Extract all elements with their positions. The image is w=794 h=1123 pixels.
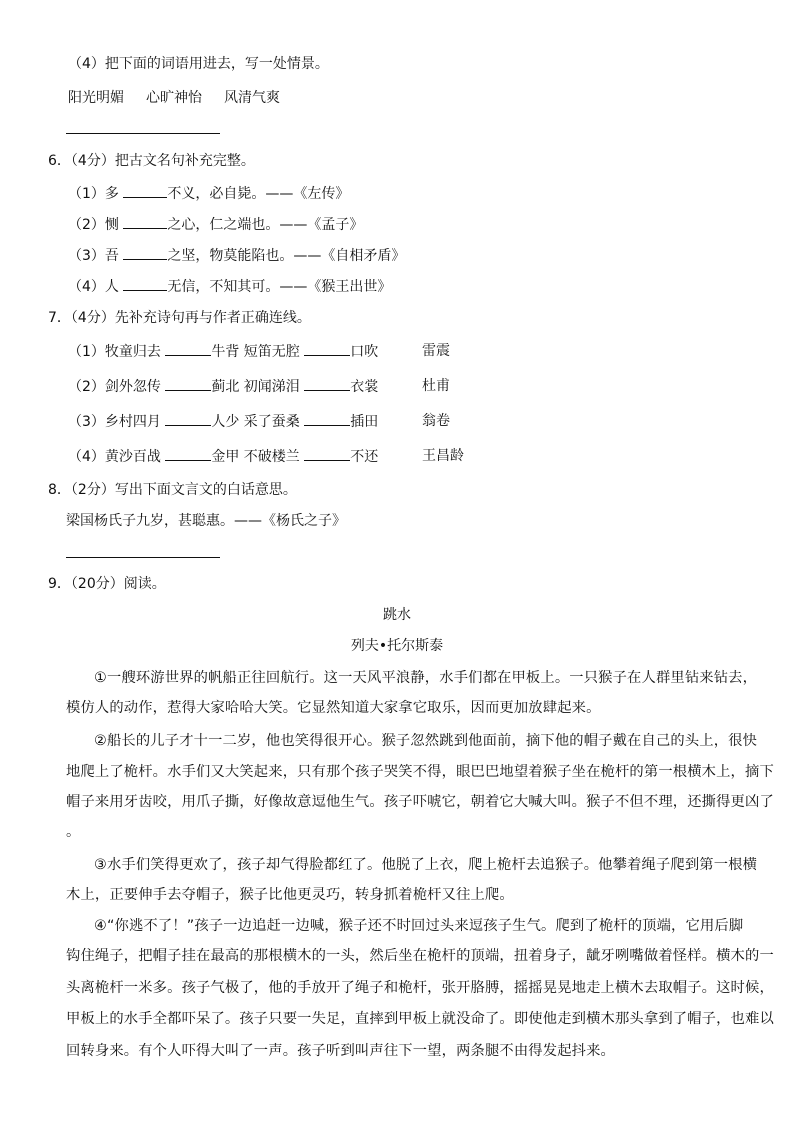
q5-4-word-2: 心旷神怡 bbox=[146, 90, 202, 106]
q7-item-1-mid: 牛背 短笛无腔 bbox=[211, 344, 305, 360]
q6-item-4-post: 无信，不知其可。——《猴王出世》 bbox=[167, 279, 392, 295]
q7-item-1-blank-1[interactable] bbox=[165, 341, 211, 356]
q9-header: 9．（20分）阅读。 bbox=[48, 576, 166, 592]
q6-item-3-pre: （3）吾 bbox=[68, 248, 124, 264]
q6-item-4-blank[interactable] bbox=[123, 276, 167, 291]
q7-item-1-post: 口吹 bbox=[350, 344, 379, 360]
q8-header: 8．（2分）写出下面文言文的白话意思。 bbox=[48, 482, 297, 498]
q6-item-1 bbox=[68, 183, 349, 204]
para-1-line-2: 模仿人的动作，惹得大家哈哈大笑。它显然知道大家拿它取乐，因而更加放肆起来。 bbox=[66, 700, 601, 716]
para-2-line-4: 。 bbox=[66, 824, 81, 840]
para-4-line-1: ④“你逃不了！”孩子一边追赶一边喊，猴子还不时回过头来逗孩子生气。爬到了桅杆的顶端，它用后脚 bbox=[94, 918, 744, 934]
q7-item-1-pre: （1）牧童归去 bbox=[68, 344, 166, 360]
para-4-line-3: 头离桅杆一米多。孩子气极了，他的手放开了绳子和桅杆，张开胳膊，摇摇晃晃地走上横木去取帽子。这时候， bbox=[66, 980, 774, 996]
para-4-line-5: 回转身来。有个人吓得大叫了一声。孩子听到叫声往下一望，两条腿不由得发起抖来。 bbox=[66, 1043, 615, 1059]
para-3-line-1: ③水手们笑得更欢了，孩子却气得脸都红了。他脱了上衣，爬上桅杆去追猴子。他攀着绳子爬到第一根横 bbox=[94, 857, 758, 873]
q5-4-word-3: 风清气爽 bbox=[224, 90, 280, 106]
q6-item-1-pre: （1）多 bbox=[68, 186, 124, 202]
para-3-line-2: 木上，正要伸手去夺帽子，猴子比他更灵巧，转身抓着桅杆又往上爬。 bbox=[66, 887, 514, 903]
q7-item-4-mid: 金甲 不破楼兰 bbox=[211, 449, 305, 465]
q7-item-2 bbox=[68, 376, 378, 397]
q6-item-4 bbox=[68, 276, 391, 297]
q7-item-4-post: 不还 bbox=[350, 449, 379, 465]
q7-item-2-mid: 蓟北 初闻涕泪 bbox=[211, 379, 305, 395]
q7-item-1-blank-2[interactable] bbox=[304, 341, 350, 356]
q6-header: 6．（4分）把古文名句补充完整。 bbox=[48, 153, 255, 169]
q7-item-1 bbox=[68, 341, 378, 362]
q7-item-2-post: 衣裳 bbox=[350, 379, 379, 395]
q7-item-3-post: 插田 bbox=[350, 414, 379, 430]
q8-answer-line[interactable] bbox=[66, 557, 220, 558]
q6-item-2-pre: （2）恻 bbox=[68, 217, 124, 233]
para-1-line-1: ①一艘环游世界的帆船正往回航行。这一天风平浪静，水手们都在甲板上。一只猴子在人群里钻来钻去， bbox=[94, 670, 758, 686]
q7-item-4 bbox=[68, 446, 378, 467]
para-4-line-4: 甲板上的水手全都吓呆了。孩子只要一失足，直摔到甲板上就没命了。即使他走到横木那头拿到了帽子，也难以 bbox=[66, 1011, 774, 1027]
q6-item-1-blank[interactable] bbox=[123, 183, 167, 198]
q6-item-2 bbox=[68, 214, 363, 235]
q7-item-4-blank-2[interactable] bbox=[304, 446, 350, 461]
passage-title: 跳水 bbox=[383, 607, 411, 623]
q7-item-4-pre: （4）黄沙百战 bbox=[68, 449, 166, 465]
q7-item-3-mid: 人少 采了蚕桑 bbox=[211, 414, 305, 430]
q7-author-3[interactable]: 翁卷 bbox=[422, 413, 450, 429]
q6-item-2-blank[interactable] bbox=[123, 214, 167, 229]
q6-item-3 bbox=[68, 245, 405, 266]
para-2-line-2: 地爬上了桅杆。水手们又大笑起来，只有那个孩子哭笑不得，眼巴巴地望着猴子坐在桅杆的第一根横木上，摘下 bbox=[66, 764, 774, 780]
q7-item-2-blank-1[interactable] bbox=[165, 376, 211, 391]
passage-author: 列夫•托尔斯泰 bbox=[350, 638, 444, 654]
q7-item-3-pre: （3）乡村四月 bbox=[68, 414, 166, 430]
q8-text: 梁国杨氏子九岁，甚聪惠。——《杨氏之子》 bbox=[66, 513, 346, 529]
q7-item-2-pre: （2）剑外忽传 bbox=[68, 379, 166, 395]
q5-4-word-1: 阳光明媚 bbox=[68, 90, 124, 106]
q7-header: 7．（4分）先补充诗句再与作者正确连线。 bbox=[48, 310, 311, 326]
q7-author-4[interactable]: 王昌龄 bbox=[422, 448, 464, 464]
para-2-line-1: ②船长的儿子才十一二岁，他也笑得很开心。猴子忽然跳到他面前，摘下他的帽子戴在自己的头上，很快 bbox=[94, 733, 758, 749]
q7-item-2-blank-2[interactable] bbox=[304, 376, 350, 391]
q5-4-prompt: （4）把下面的词语用进去，写一处情景。 bbox=[68, 56, 329, 72]
q7-author-2[interactable]: 杜甫 bbox=[422, 378, 450, 394]
q6-item-4-pre: （4）人 bbox=[68, 279, 124, 295]
q7-author-1[interactable]: 雷震 bbox=[422, 343, 450, 359]
q7-item-4-blank-1[interactable] bbox=[165, 446, 211, 461]
para-2-line-3: 帽子来用牙齿咬，用爪子撕，好像故意逗他生气。孩子吓唬它，朝着它大喊大叫。猴子不但不理，还撕得更凶了 bbox=[66, 794, 774, 810]
q6-item-2-post: 之心，仁之端也。——《孟子》 bbox=[167, 217, 364, 233]
q7-item-3-blank-2[interactable] bbox=[304, 411, 350, 426]
q5-4-answer-line[interactable] bbox=[66, 133, 220, 134]
q6-item-3-post: 之坚，物莫能陷也。——《自相矛盾》 bbox=[167, 248, 406, 264]
q6-item-1-post: 不义，必自毙。——《左传》 bbox=[167, 186, 350, 202]
q7-item-3-blank-1[interactable] bbox=[165, 411, 211, 426]
para-4-line-2: 钩住绳子，把帽子挂在最高的那根横木的一头，然后坐在桅杆的顶端，扭着身子，龇牙咧嘴做着怪样。横木的一 bbox=[66, 948, 774, 964]
q7-item-3 bbox=[68, 411, 378, 432]
q6-item-3-blank[interactable] bbox=[123, 245, 167, 260]
